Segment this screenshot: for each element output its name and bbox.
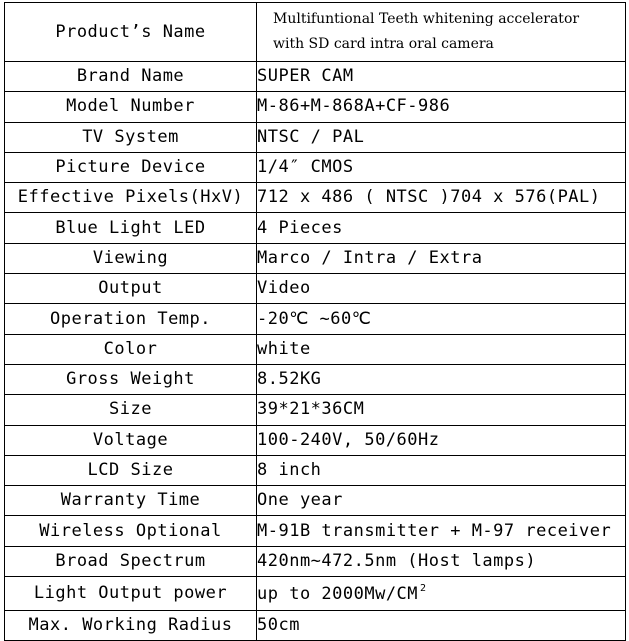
spec-value: NTSC / PAL [257, 122, 626, 152]
spec-label: Brand Name [5, 62, 257, 92]
spec-value: One year [257, 486, 626, 516]
spec-value: 8 inch [257, 455, 626, 485]
spec-value: 8.52KG [257, 364, 626, 394]
spec-value: white [257, 334, 626, 364]
spec-value [257, 577, 626, 611]
spec-value-text: up to 2000Mw/CM [257, 584, 419, 605]
spec-value: 4 Pieces [257, 213, 626, 243]
specification-table [4, 2, 626, 641]
spec-row-voltage [5, 425, 626, 455]
spec-label: Product’s Name [5, 3, 257, 62]
spec-value: 420nm~472.5nm (Host lamps) [257, 546, 626, 576]
spec-row-max-working-radius [5, 611, 626, 641]
spec-label: Warranty Time [5, 486, 257, 516]
spec-row-broad-spectrum [5, 546, 626, 576]
spec-label: Gross Weight [5, 364, 257, 394]
spec-row-product-name [5, 3, 626, 62]
spec-value-superscript: 2 [420, 583, 427, 595]
spec-label: Model Number [5, 92, 257, 122]
spec-value: 50cm [257, 611, 626, 641]
spec-label: Size [5, 395, 257, 425]
spec-row-wireless-optional [5, 516, 626, 546]
spec-label: Broad Spectrum [5, 546, 257, 576]
spec-label: Output [5, 274, 257, 304]
spec-label: Viewing [5, 243, 257, 273]
spec-label: Wireless Optional [5, 516, 257, 546]
spec-value: M-86+M-868A+CF-986 [257, 92, 626, 122]
spec-row-color [5, 334, 626, 364]
spec-row-warranty-time [5, 486, 626, 516]
spec-row-viewing [5, 243, 626, 273]
spec-label: Max. Working Radius [5, 611, 257, 641]
spec-value [257, 3, 626, 62]
spec-value: Video [257, 274, 626, 304]
spec-row-lcd-size [5, 455, 626, 485]
spec-row-brand-name [5, 62, 626, 92]
spec-row-model-number [5, 92, 626, 122]
spec-row-gross-weight [5, 364, 626, 394]
spec-row-size [5, 395, 626, 425]
spec-label: Voltage [5, 425, 257, 455]
spec-value: 712 x 486 ( NTSC )704 x 576(PAL) [257, 183, 626, 213]
spec-label: Operation Temp. [5, 304, 257, 334]
spec-row-blue-light-led [5, 213, 626, 243]
spec-value: 39*21*36CM [257, 395, 626, 425]
spec-value: 1/4″ CMOS [257, 152, 626, 182]
spec-label: Light Output power [5, 577, 257, 611]
spec-value-line-1: Multifuntional Teeth whitening accelerator [273, 11, 580, 27]
spec-value: SUPER CAM [257, 62, 626, 92]
spec-value: M-91B transmitter + M-97 receiver [257, 516, 626, 546]
spec-row-effective-pixels [5, 183, 626, 213]
spec-label: Picture Device [5, 152, 257, 182]
spec-row-tv-system [5, 122, 626, 152]
spec-value: 100-240V, 50/60Hz [257, 425, 626, 455]
spec-row-operation-temp [5, 304, 626, 334]
spec-value: Marco / Intra / Extra [257, 243, 626, 273]
spec-row-output [5, 274, 626, 304]
spec-label: TV System [5, 122, 257, 152]
spec-label: Color [5, 334, 257, 364]
spec-row-picture-device [5, 152, 626, 182]
spec-label: LCD Size [5, 455, 257, 485]
spec-value-line-2: with SD card intra oral camera [273, 36, 494, 52]
spec-row-light-output-power [5, 577, 626, 611]
spec-value: -20℃ ~60℃ [257, 304, 626, 334]
spec-label: Blue Light LED [5, 213, 257, 243]
spec-label: Effective Pixels(HxV) [5, 183, 257, 213]
